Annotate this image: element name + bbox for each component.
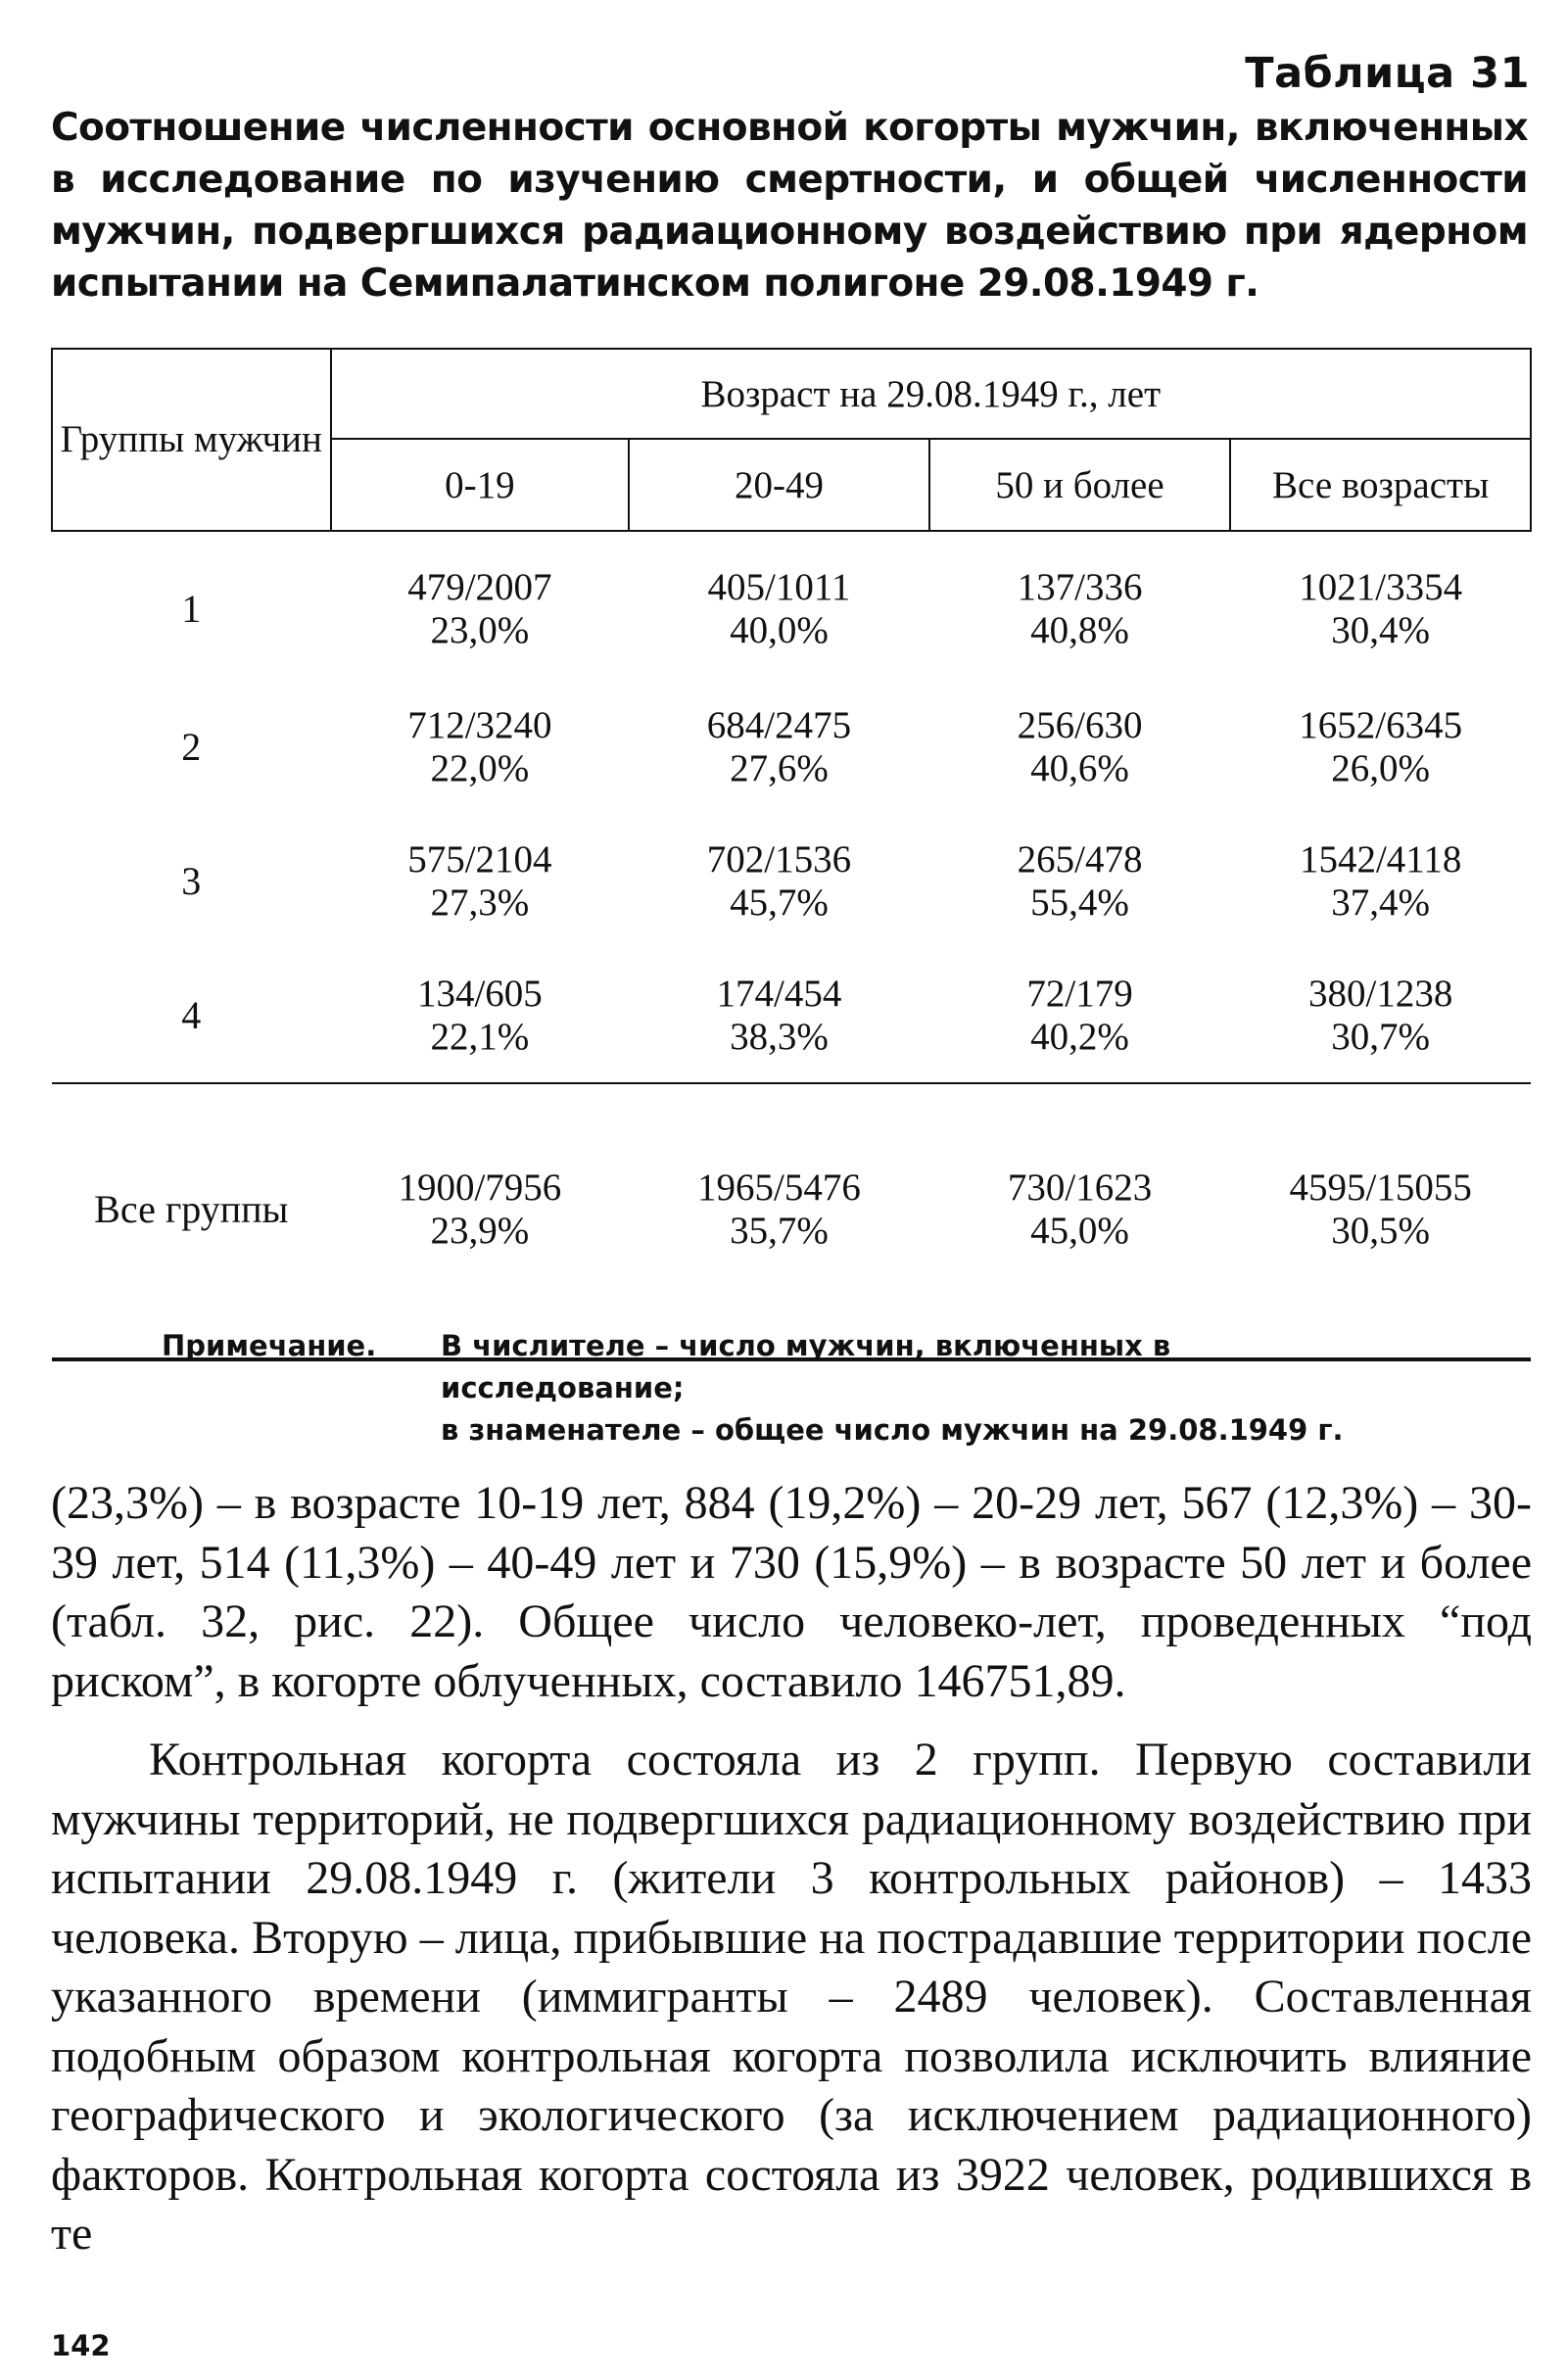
table-cell (1230, 948, 1531, 1083)
age-column-header: Возраст на 29.08.1949 г., лет (331, 349, 1531, 439)
table-cell (929, 680, 1231, 814)
table-cell (929, 1084, 1231, 1359)
table-note (162, 1325, 1533, 1452)
table-row (52, 531, 1531, 680)
col-header-50-plus: 50 и более (929, 439, 1231, 531)
cell-ratio: 4595/15055 (1289, 1166, 1472, 1209)
cell-ratio: 1542/4118 (1299, 837, 1462, 881)
row-label: 3 (181, 859, 202, 903)
row-label-total: Все группы (94, 1187, 289, 1231)
page-number: 142 (51, 2329, 111, 2362)
cell-ratio: 265/478 (1017, 837, 1143, 881)
cell-percent: 55,4% (1030, 881, 1129, 924)
cell-percent: 27,6% (730, 746, 829, 789)
cell-ratio: 137/336 (1017, 565, 1143, 608)
table-row-total (52, 1084, 1531, 1359)
cell-percent: 40,6% (1030, 746, 1129, 789)
cell-ratio: 134/605 (416, 972, 543, 1015)
cell-percent: 27,3% (430, 881, 530, 924)
cell-ratio: 1900/7956 (398, 1166, 562, 1209)
row-label: 1 (181, 587, 202, 631)
cell-ratio: 1021/3354 (1299, 565, 1463, 608)
table-cell (331, 680, 630, 814)
table-cell (929, 948, 1231, 1083)
paragraph: (23,3%) – в возрасте 10-19 лет, 884 (19,2%) – 20-29 лет, 567 (12,3%) – 30-39 лет, 514 (11,3%) – 40-49 лет и 730 (15,9%) – в возрасте 50 лет и более (табл. 32, рис. 22). Общее число человеко-лет, проведенных “под риском”, в когорте облученных, составило 146751,89. (51, 1477, 1532, 1707)
cell-ratio: 684/2475 (706, 703, 852, 746)
table-cell (929, 814, 1231, 948)
table-cell (331, 948, 630, 1083)
cell-ratio: 256/630 (1017, 703, 1143, 746)
cell-ratio: 479/2007 (407, 565, 552, 608)
cell-percent: 38,3% (730, 1015, 829, 1058)
table-cell (629, 948, 929, 1083)
note-line: исследование; (441, 1371, 685, 1404)
table-cell (331, 531, 630, 680)
table-cell (629, 814, 929, 948)
body-text (51, 1474, 1532, 2264)
table-title: Соотношение численности основной когорты мужчин, включенных в исследование по изучению смертности, и общей численности мужчин, подвергшихся радиационному воздействию при ядерном испытании на Семипалатинском полигоне 29.08.1949 г. (51, 106, 1528, 306)
row-label: 4 (181, 993, 202, 1037)
cell-percent: 30,4% (1331, 608, 1431, 651)
table-number: Таблица 31 (1245, 49, 1530, 98)
cell-ratio: 174/454 (716, 972, 842, 1015)
cell-ratio: 72/179 (1026, 972, 1133, 1015)
table-cell (1230, 1084, 1531, 1359)
col-header-all-ages: Все возрасты (1230, 439, 1531, 531)
cell-percent: 37,4% (1331, 881, 1431, 924)
cell-ratio: 405/1011 (707, 565, 851, 608)
table-body (52, 531, 1531, 1083)
table-cell (629, 680, 929, 814)
cell-ratio: 1652/6345 (1299, 703, 1463, 746)
cell-percent: 30,7% (1331, 1015, 1431, 1058)
cell-percent: 22,1% (430, 1015, 530, 1058)
cell-percent: 23,9% (430, 1209, 530, 1252)
table-cell (1230, 531, 1531, 680)
cell-ratio: 730/1623 (1007, 1166, 1153, 1209)
mortality-cohort-table (51, 348, 1532, 1361)
cell-percent: 45,0% (1030, 1209, 1129, 1252)
cell-percent: 40,0% (730, 608, 829, 651)
table-cell (929, 531, 1231, 680)
cell-percent: 26,0% (1331, 746, 1431, 789)
group-column-header: Группы мужчин (52, 349, 331, 531)
cell-percent: 30,5% (1331, 1209, 1431, 1252)
table-cell (331, 1084, 630, 1359)
cell-ratio: 712/3240 (407, 703, 552, 746)
col-header-0-19: 0-19 (331, 439, 630, 531)
table-row (52, 814, 1531, 948)
cell-percent: 22,0% (430, 746, 530, 789)
cell-ratio: 702/1536 (706, 837, 852, 881)
cell-percent: 35,7% (730, 1209, 829, 1252)
col-header-20-49: 20-49 (629, 439, 929, 531)
table-row (52, 680, 1531, 814)
cell-percent: 23,0% (430, 608, 530, 651)
table-cell (629, 531, 929, 680)
cell-percent: 40,8% (1030, 608, 1129, 651)
table-cell (1230, 680, 1531, 814)
cell-percent: 40,2% (1030, 1015, 1129, 1058)
note-line: в знаменателе – общее число мужчин на 29.08.1949 г. (441, 1413, 1344, 1447)
cell-ratio: 380/1238 (1307, 972, 1453, 1015)
paragraph: Контрольная когорта состояла из 2 групп. Первую составили мужчины территорий, не подвергшихся радиационному воздействию при испытании 29.08.1949 г. (жители 3 контрольных районов) – 1433 человека. Вторую – лица, прибывшие на пострадавшие территории после указанного времени (иммигранты – 2489 человек). Составленная подобным образом контрольная когорта позволила исключить влияние географического и экологического (за исключением радиационного) факторов. Контрольная когорта состояла из 3922 человек, родившихся в те (51, 1734, 1532, 2260)
cell-percent: 45,7% (730, 881, 829, 924)
table-row (52, 948, 1531, 1083)
table-cell (1230, 814, 1531, 948)
table-cell (629, 1084, 929, 1359)
note-line: В числителе – число мужчин, включенных в (441, 1329, 1171, 1362)
row-label: 2 (181, 725, 202, 769)
cell-ratio: 1965/5476 (697, 1166, 861, 1209)
table-cell (331, 814, 630, 948)
note-label: Примечание. (162, 1329, 377, 1362)
cell-ratio: 575/2104 (407, 837, 552, 881)
